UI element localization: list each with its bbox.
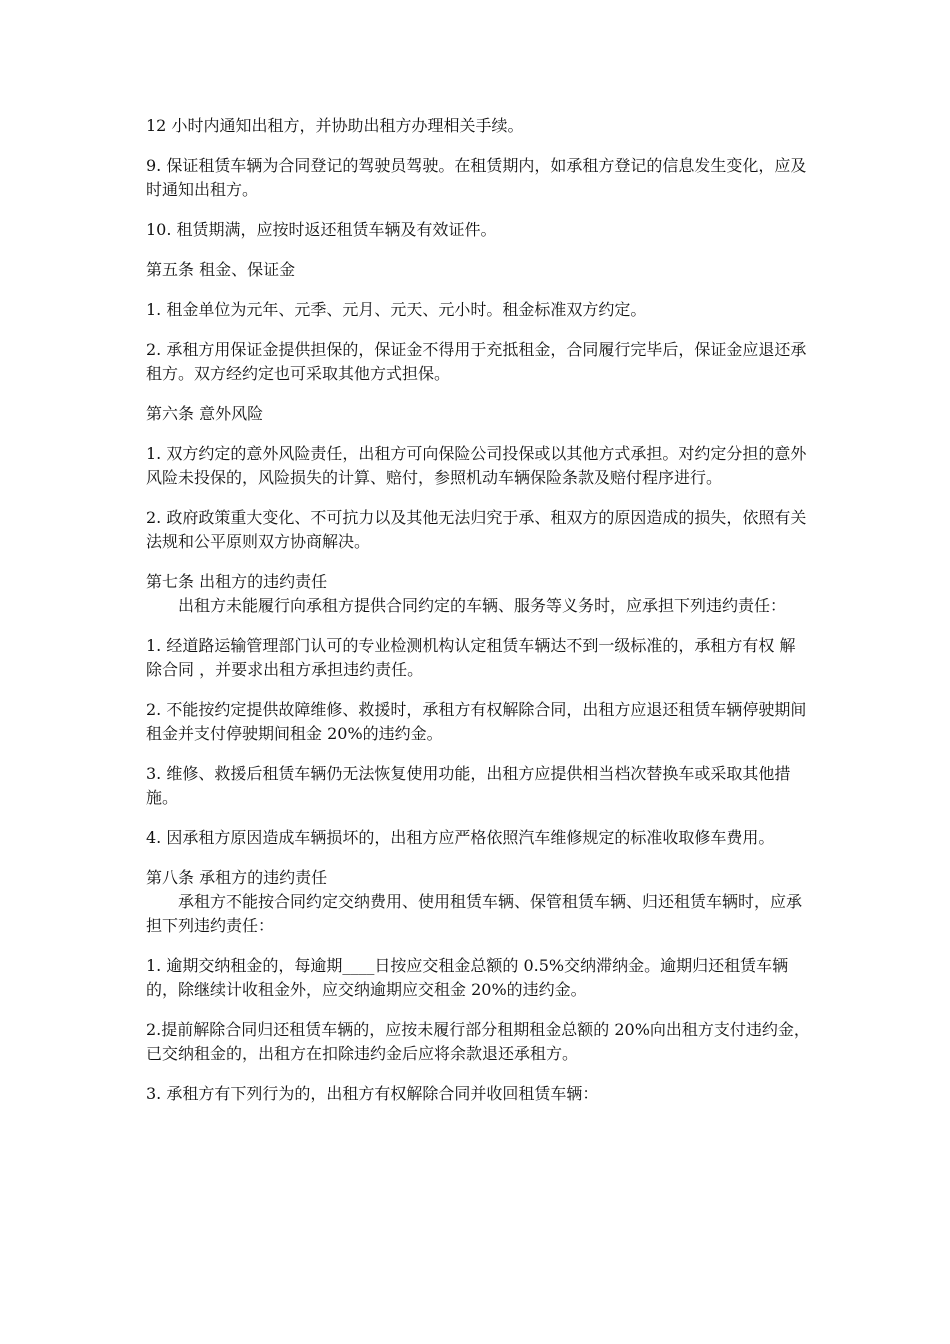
section-heading-8: 第八条 承租方的违约责任: [146, 868, 328, 887]
paragraph-17: 承租方不能按合同约定交纳费用、使用租赁车辆、保管租赁车辆、归还租赁车辆时，应承担下列违约责任：: [146, 892, 803, 935]
section-heading-7: 第七条 出租方的违约责任: [146, 572, 328, 591]
paragraph-2: 9. 保证租赁车辆为合同登记的驾驶员驾驶。在租赁期内，如承租方登记的信息发生变化，应及时通知出租方。: [146, 156, 807, 199]
document-body: [146, 114, 810, 1106]
paragraph-13: 2. 不能按约定提供故障维修、救援时，承租方有权解除合同，出租方应退还租赁车辆停驶期间租金并支付停驶期间租金 20%的违约金。: [146, 700, 807, 743]
paragraph-20: 3. 承租方有下列行为的，出租方有权解除合同并收回租赁车辆：: [146, 1084, 599, 1103]
paragraph-3: 10. 租赁期满，应按时返还租赁车辆及有效证件。: [146, 220, 497, 239]
paragraph-19: 2.提前解除合同归还租赁车辆的，应按未履行部分租期租金总额的 20%向出租方支付违约金，已交纳租金的，出租方在扣除违约金后应将余款退还承租方。: [146, 1020, 810, 1063]
section-heading-6: 第六条 意外风险: [146, 404, 264, 423]
paragraph-11: 出租方未能履行向承租方提供合同约定的车辆、服务等义务时，应承担下列违约责任：: [178, 596, 787, 615]
paragraph-6: 2. 承租方用保证金提供担保的，保证金不得用于充抵租金，合同履行完毕后，保证金应退还承租方。双方经约定也可采取其他方式担保。: [146, 340, 807, 383]
paragraph-5: 1. 租金单位为元年、元季、元月、元天、元小时。租金标准双方约定。: [146, 300, 647, 319]
paragraph-18: 1. 逾期交纳租金的，每逾期____日按应交租金总额的 0.5%交纳滞纳金。逾期归还租赁车辆的，除继续计收租金外，应交纳逾期应交租金 20%的违约金。: [146, 956, 789, 999]
paragraph-9: 2. 政府政策重大变化、不可抗力以及其他无法归究于承、租双方的原因造成的损失，依照有关法规和公平原则双方协商解决。: [146, 508, 807, 551]
section-heading-5: 第五条 租金、保证金: [146, 260, 296, 279]
paragraph-8: 1. 双方约定的意外风险责任，出租方可向保险公司投保或以其他方式承担。对约定分担的意外风险未投保的，风险损失的计算、赔付，参照机动车辆保险条款及赔付程序进行。: [146, 444, 807, 487]
paragraph-14: 3. 维修、救援后租赁车辆仍无法恢复使用功能，出租方应提供相当档次替换车或采取其他措施。: [146, 764, 791, 807]
paragraph-1: 12 小时内通知出租方，并协助出租方办理相关手续。: [146, 116, 524, 135]
paragraph-15: 4. 因承租方原因造成车辆损坏的，出租方应严格依照汽车维修规定的标准收取修车费用。: [146, 828, 775, 847]
paragraph-12: 1. 经道路运输管理部门认可的专业检测机构认定租赁车辆达不到一级标准的，承租方有权 解除合同 ，并要求出租方承担违约责任。: [146, 636, 796, 679]
